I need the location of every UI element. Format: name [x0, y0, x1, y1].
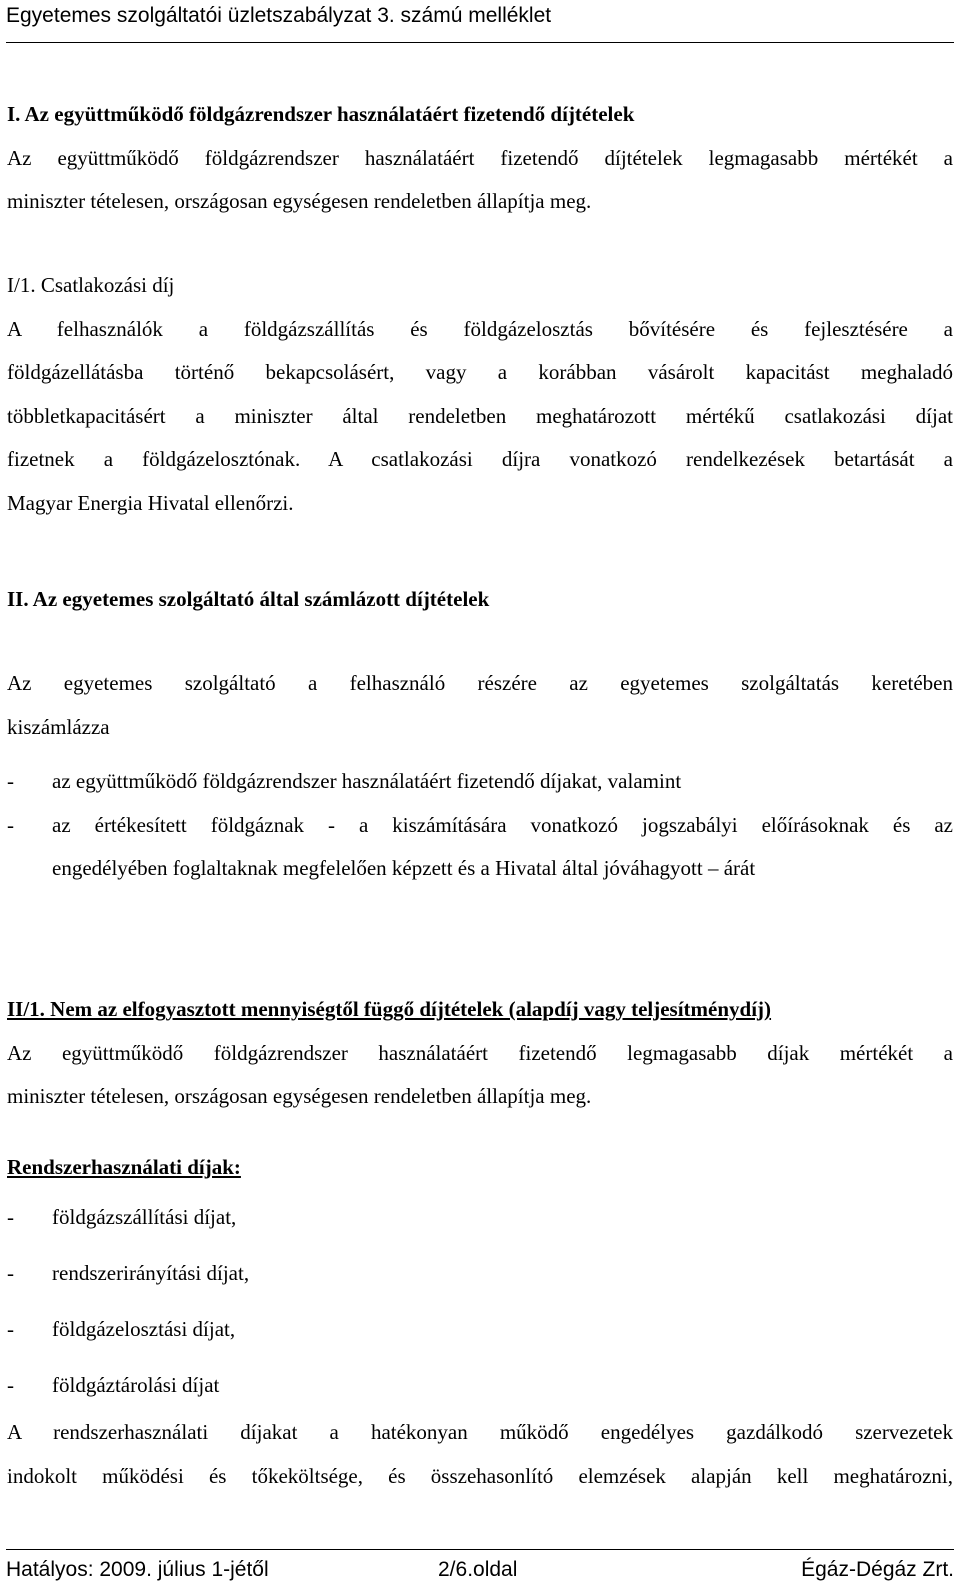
list-item-text-cont: engedélyében foglaltaknak megfelelően képzett és a Hivatal által jóváhagyott – árát: [52, 856, 756, 880]
section-2: [7, 578, 953, 622]
list-item: [7, 1245, 953, 1301]
section-1-heading: I. Az együttműködő földgázrendszer használatáért fizetendő díjtételek: [7, 102, 635, 126]
section-1-1-line-4: fizetnek a földgázelosztónak. A csatlakozási díjra vonatkozó rendelkezések betartását a: [7, 447, 953, 471]
footer-page-number: 2/6.oldal: [438, 1558, 518, 1581]
section-2-line-1: Az egyetemes szolgáltató a felhasználó részére az egyetemes szolgáltatás keretében: [7, 671, 953, 695]
section-2-body: [7, 662, 953, 749]
fee-item: rendszerirányítási díjat,: [52, 1261, 250, 1285]
header-title: Egyetemes szolgáltatói üzletszabályzat 3. számú melléklet: [6, 4, 552, 27]
list-dash: -: [7, 1317, 14, 1341]
page-header: [6, 0, 954, 43]
list-dash: -: [7, 1373, 14, 1397]
list-item-text: az együttműködő földgázrendszer használatáért fizetendő díjakat, valamint: [52, 769, 682, 793]
section-1-1-line-3: többletkapacitásért a miniszter által rendeletben meghatározott mértékű csatlakozási díjat: [7, 403, 953, 428]
section-1-1-line-5: Magyar Energia Hivatal ellenőrzi.: [7, 490, 294, 515]
fees-line-1: A rendszerhasználati díjakat a hatékonyan működő engedélyes gazdálkodó szervezetek: [7, 1420, 953, 1444]
section-1-1-line-2: földgázellátásba történő bekapcsolásért, vagy a korábban vásárolt kapacitást meghaladó: [7, 360, 953, 384]
section-1-1-heading: I/1. Csatlakozási díj: [7, 273, 175, 297]
list-dash: -: [7, 769, 14, 793]
list-item: [7, 1189, 953, 1245]
section-2-1-line-1: Az együttműködő földgázrendszer használatáért fizetendő legmagasabb díjak mértékét a: [7, 1040, 953, 1065]
fees-heading: Rendszerhasználati díjak:: [7, 1155, 241, 1179]
section-2-list: [7, 760, 953, 891]
list-item: [7, 804, 953, 891]
section-1-line-2: miniszter tételesen, országosan egységesen rendeletben állapítja meg.: [7, 189, 592, 213]
section-2-1-line-2: miniszter tételesen, országosan egységesen rendeletben állapítja meg.: [7, 1084, 592, 1108]
section-1: [7, 93, 953, 224]
section-2-1: [7, 988, 953, 1119]
section-2-line-2: kiszámlázza: [7, 714, 110, 739]
fee-item: földgázszállítási díjat,: [52, 1205, 237, 1229]
list-dash: -: [7, 1261, 14, 1285]
section-1-1: [7, 264, 953, 525]
list-item: [7, 1301, 953, 1357]
fees-line-2: indokolt működési és tőkeköltsége, és összehasonlító elemzések alapján kell meghatározni,: [7, 1463, 953, 1488]
footer-company: Égáz-Dégáz Zrt.: [801, 1558, 954, 1581]
page-footer: [6, 1549, 954, 1590]
list-dash: -: [7, 1205, 14, 1229]
section-1-1-line-1: A felhasználók a földgázszállítás és földgázelosztás bővítésére és fejlesztésére a: [7, 316, 953, 341]
list-dash: -: [7, 812, 14, 837]
list-item: [7, 1357, 953, 1413]
fees-text: [7, 1411, 953, 1498]
list-item-text: az értékesített földgáznak - a kiszámítására vonatkozó jogszabályi előírásoknak és az: [52, 812, 953, 837]
fee-item: földgáztárolási díjat: [52, 1373, 220, 1397]
list-item: [7, 760, 953, 804]
section-2-1-heading: II/1. Nem az elfogyasztott mennyiségtől függő díjtételek (alapdíj vagy teljesítménydíj): [7, 997, 772, 1021]
fees-section: [7, 1146, 953, 1190]
fee-item: földgázelosztási díjat,: [52, 1317, 236, 1341]
fees-list: [7, 1189, 953, 1413]
section-1-line-1: Az együttműködő földgázrendszer használatáért fizetendő díjtételek legmagasabb mértékét a: [7, 145, 953, 170]
footer-effective-date: Hatályos: 2009. július 1-jétől: [6, 1558, 269, 1581]
section-2-heading: II. Az egyetemes szolgáltató által számlázott díjtételek: [7, 587, 490, 611]
